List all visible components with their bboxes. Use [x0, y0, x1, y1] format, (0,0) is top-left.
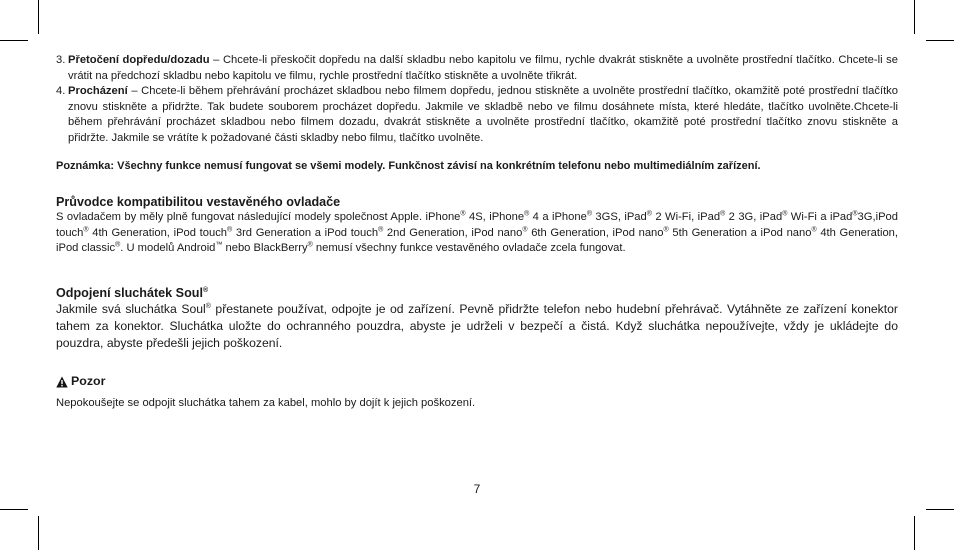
item-title: Přetočení dopředu/dozadu — [68, 54, 210, 66]
item-text: – Chcete-li přeskočit dopředu na další skladbu nebo kapitolu ve filmu, rychle dvakrát stiskněte a uvolněte prostřední tlačítko. Chcete-li se vrátit na předchozí skladbu nebo kapitolu ve filmu, rychle prostřední tlačítko stiskněte a uvolněte třikrát. — [68, 54, 898, 82]
page-number: 7 — [473, 482, 481, 496]
note: Poznámka: Všechny funkce nemusí fungovat se všemi modely. Funkčnost závisí na konkrétním telefonu nebo multimediálním zařízení. — [56, 159, 761, 172]
disconnect-heading: Odpojení sluchátek Soul® — [56, 285, 209, 300]
page-content — [56, 53, 898, 411]
item-body — [68, 53, 898, 84]
compat-text: S ovladačem by měly plně fungovat následující modely společnost Apple. iPhone® 4S, iPhone® 4 a iPhone® 3GS, iPad® 2 Wi-Fi, iPad® 2 3G, iPad® Wi-Fi a iPad®3G,iPod touch® 4th Generation, iPod touch® 3rd Generation a iPod touch® 2nd Generation, iPod nano® 6th Generation, iPod nano® 5th Generation a iPod nano® 4th Generation, iPod classic®. U modelů Android™ nebo BlackBerry® nemusí všechny funkce vestavěného ovladače zcela fungovat. — [56, 210, 899, 255]
compat-heading: Průvodce kompatibilitou vestavěného ovladače — [56, 195, 341, 210]
item-text: – Chcete-li během přehrávání procházet skladbou nebo filmem dopředu, jednou stiskněte a uvolněte prostřední tlačítko, okamžitě poté prostřední tlačítko znovu stiskněte a přidržte. Tak budete souborem procházet dopředu. Jakmile ve skladbě nebo ve filmu dosáhnete místa, které hledáte, tlačítko uvolněte.Chcete-li během přehrávání procházet skladbou nebo filmem dozadu, dvakrát stiskněte a uvolněte prostřední tlačítko, okamžitě poté prostřední tlačítko znovu stiskněte a přidržte. Jakmile se vrátíte k požadované části skladby nebo filmu, tlačítko uvolněte. — [68, 85, 898, 144]
caution-heading-row — [56, 374, 898, 390]
item-number: 4. — [56, 85, 66, 98]
disconnect-text: Jakmile svá sluchátka Soul® přestanete používat, odpojte je od zařízení. Pevně přidržte telefon nebo hudební přehrávač. Vytáhněte ze zařízení konektor tahem za konektor. Sluchátka uložte do ochranného pouzdra, abyste je udrželi v bezpečí a čistá. Když sluchátka nepoužívejte, vždy je ukládejte do pouzdra, abyste předešli jejich poškození. — [56, 301, 898, 350]
crop-mark — [0, 509, 28, 510]
item-body — [68, 84, 898, 146]
crop-mark — [38, 0, 39, 34]
crop-mark — [926, 509, 954, 510]
list-item — [56, 84, 898, 146]
crop-mark — [926, 40, 954, 41]
crop-mark — [0, 40, 28, 41]
caution-heading: Pozor — [71, 373, 106, 388]
warning-icon — [56, 376, 68, 388]
caution-text: Nepokoušejte se odpojit sluchátka tahem za kabel, mohlo by dojít k jejich poškození. — [56, 396, 476, 409]
item-number: 3. — [56, 54, 66, 66]
list-item — [56, 53, 898, 84]
crop-mark — [38, 516, 39, 550]
crop-mark — [914, 516, 915, 550]
crop-mark — [914, 0, 915, 34]
item-title: Procházení — [68, 85, 128, 98]
